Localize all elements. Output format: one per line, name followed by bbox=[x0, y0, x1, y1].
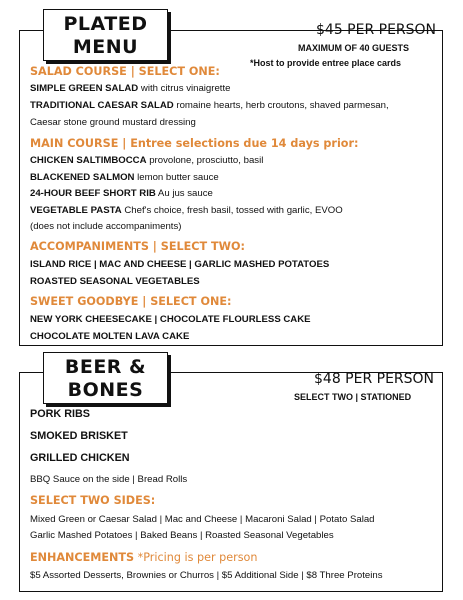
title-line: MENU bbox=[72, 36, 139, 58]
item-name: BLACKENED SALMON bbox=[30, 172, 135, 183]
beer-price: $48 PER PERSON bbox=[314, 371, 435, 387]
enhancements-line: $5 Assorted Desserts, Brownies or Churros | $5 Additional Side | $8 Three Proteins bbox=[30, 570, 383, 581]
sweet-header: SWEET GOODBYE | SELECT ONE: bbox=[30, 295, 232, 308]
item-desc: Chef's choice, fresh basil, tossed with garlic, EVOO bbox=[121, 205, 343, 216]
main-item bbox=[30, 155, 263, 167]
bbq-item: PORK RIBS bbox=[30, 408, 90, 420]
beer-bones-title bbox=[43, 352, 168, 404]
plated-menu-title bbox=[43, 9, 168, 61]
item-desc: Au jus sauce bbox=[155, 188, 213, 199]
bbq-item: SMOKED BRISKET bbox=[30, 430, 128, 442]
salad-header: SALAD COURSE | SELECT ONE: bbox=[30, 65, 220, 78]
title-line: BONES bbox=[67, 379, 144, 401]
accompaniments-line: ISLAND RICE | MAC AND CHEESE | GARLIC MASHED POTATOES bbox=[30, 259, 330, 270]
title-line: PLATED bbox=[63, 13, 148, 35]
item-name: SIMPLE GREEN SALAD bbox=[30, 83, 139, 94]
enhancements-header bbox=[30, 552, 257, 564]
item-name: TRADITIONAL CAESAR SALAD bbox=[30, 100, 174, 111]
item-name: 24-HOUR BEEF SHORT RIB bbox=[30, 188, 156, 199]
sweet-line: CHOCOLATE MOLTEN LAVA CAKE bbox=[30, 331, 190, 342]
salad-item bbox=[30, 100, 389, 112]
select-two-note: SELECT TWO | STATIONED bbox=[294, 392, 412, 402]
title-line: BEER & bbox=[64, 356, 147, 378]
plated-price: $45 PER PERSON bbox=[316, 22, 437, 38]
enh-note: *Pricing is per person bbox=[134, 551, 258, 564]
sweet-line: NEW YORK CHEESECAKE | CHOCOLATE FLOURLESS CAKE bbox=[30, 314, 311, 325]
sides-header: SELECT TWO SIDES: bbox=[30, 494, 156, 507]
main-header: MAIN COURSE | Entree selections due 14 days prior: bbox=[30, 137, 359, 150]
salad-item-cont: Caesar stone ground mustard dressing bbox=[30, 117, 196, 128]
main-item bbox=[30, 205, 343, 217]
item-desc: romaine hearts, herb croutons, shaved parmesan, bbox=[173, 100, 389, 111]
sides-line: Mixed Green or Caesar Salad | Mac and Cheese | Macaroni Salad | Potato Salad bbox=[30, 514, 375, 525]
item-name: VEGETABLE PASTA bbox=[30, 205, 122, 216]
item-name: CHICKEN SALTIMBOCCA bbox=[30, 155, 147, 166]
accompaniments-header: ACCOMPANIMENTS | SELECT TWO: bbox=[30, 240, 245, 253]
sides-note: BBQ Sauce on the side | Bread Rolls bbox=[30, 474, 188, 485]
item-desc: provolone, prosciutto, basil bbox=[146, 155, 264, 166]
main-item bbox=[30, 188, 213, 200]
item-desc: lemon butter sauce bbox=[134, 172, 219, 183]
max-guests-note: MAXIMUM OF 40 GUESTS bbox=[298, 43, 410, 53]
salad-item bbox=[30, 83, 230, 95]
bbq-item: GRILLED CHICKEN bbox=[30, 452, 130, 464]
enh-title: ENHANCEMENTS bbox=[30, 551, 135, 564]
sides-line: Garlic Mashed Potatoes | Baked Beans | Roasted Seasonal Vegetables bbox=[30, 530, 334, 541]
main-item bbox=[30, 172, 219, 184]
item-desc: with citrus vinaigrette bbox=[138, 83, 231, 94]
accompaniments-line: ROASTED SEASONAL VEGETABLES bbox=[30, 276, 200, 287]
pasta-note: (does not include accompaniments) bbox=[30, 221, 182, 232]
host-note: *Host to provide entree place cards bbox=[250, 58, 402, 68]
